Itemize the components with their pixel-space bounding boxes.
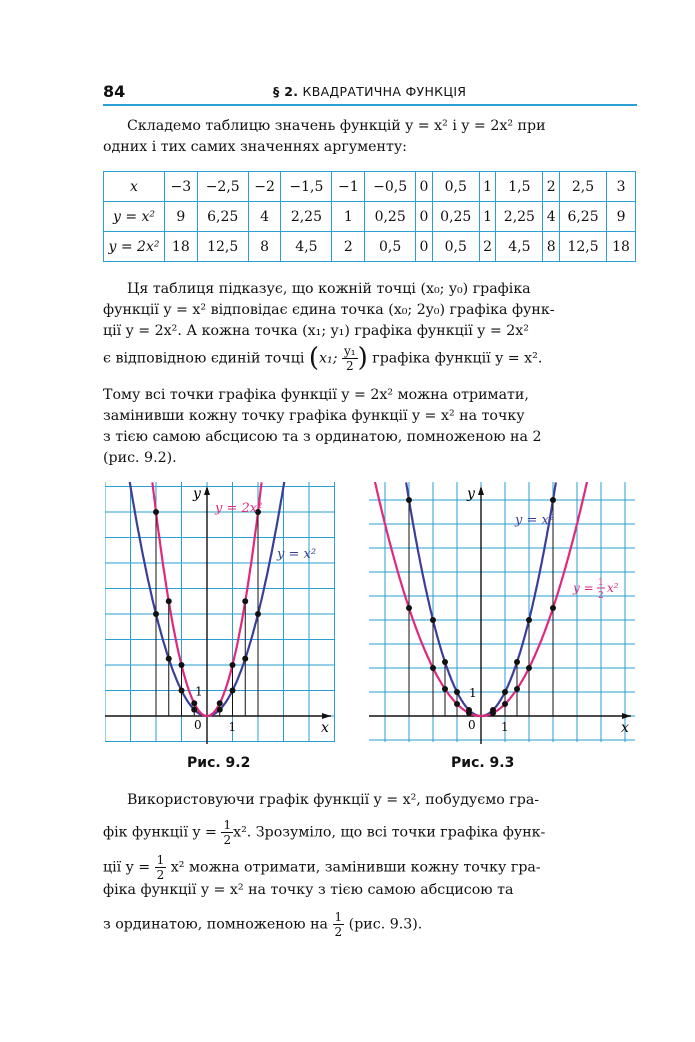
row-header: y = x² xyxy=(104,202,165,232)
row-header: y = 2x² xyxy=(104,232,165,262)
para3-line-3 xyxy=(103,853,637,882)
point-y-x2 xyxy=(406,497,412,503)
table-cell: 2 xyxy=(479,232,495,262)
point-y-x2 xyxy=(550,497,556,503)
origin-label: 0 xyxy=(194,718,202,732)
frac-den: 2 xyxy=(346,359,354,373)
frac-num: y₁ xyxy=(344,344,356,358)
table-cell: 0,25 xyxy=(432,202,479,232)
para3-line-5b: (рис. 9.3). xyxy=(348,916,423,933)
para3-line-3b: x² можна отримати, замінивши кожну точку гра- xyxy=(170,859,541,876)
label-y-x2: y = x² xyxy=(515,513,555,528)
table-cell: 6,25 xyxy=(197,202,248,232)
para2-line-3: ції y = 2x². А кожна точка (x₁; y₁) графіка функції y = 2x² xyxy=(103,323,529,339)
frac-num: 1 xyxy=(156,853,165,867)
page-header xyxy=(103,78,637,106)
table-cell: 2,25 xyxy=(496,202,543,232)
table-cell: 3 xyxy=(607,172,636,202)
point-y-2x2 xyxy=(217,700,223,706)
section-title xyxy=(273,84,466,99)
para2-line-4a: є відповідною єдиній точці xyxy=(103,350,305,367)
point-y-x2 xyxy=(191,707,197,713)
table-cell: 2,25 xyxy=(281,202,332,232)
label-y-2x2: y = 2x² xyxy=(215,501,263,516)
x-axis-arrow xyxy=(322,713,331,719)
para2-line-5: Тому всі точки графіка функції y = 2x² можна отримати, xyxy=(103,387,529,403)
caption-9-3: Рис. 9.3 xyxy=(451,755,515,771)
point-y-2x2 xyxy=(230,662,236,668)
intro-line-2: одних і тих самих значеннях аргументу: xyxy=(103,139,407,155)
table-cell: 9 xyxy=(165,202,198,232)
para3-line-5a: з ординатою, помноженою на xyxy=(103,916,328,933)
frac-num: 1 xyxy=(334,910,343,924)
point-y-half-x2 xyxy=(466,710,472,716)
x-unit-label: 1 xyxy=(228,720,237,734)
para3-line-5 xyxy=(103,910,637,939)
figure-9-2 xyxy=(105,482,335,744)
table-cell: 0 xyxy=(416,202,432,232)
point-x1: x₁; xyxy=(319,350,338,367)
label-y-half-x2-pre: y = xyxy=(573,581,594,595)
point-y-half-x2 xyxy=(490,710,496,716)
para3-line-2a: фік функції y = xyxy=(103,824,217,841)
table-cell: 0,5 xyxy=(432,232,479,262)
section-prefix: § 2. xyxy=(273,84,299,99)
page-number: 84 xyxy=(103,82,126,101)
point-y-x2 xyxy=(514,659,520,665)
table-cell: 6,25 xyxy=(559,202,606,232)
frac-num: 1 xyxy=(223,818,232,832)
para3-line-3a: ції y = xyxy=(103,859,151,876)
frac-den: 2 xyxy=(334,925,343,939)
table-cell: 4,5 xyxy=(496,232,543,262)
para2-line-7: з тією самою абсцисою та з ординатою, помноженою на 2 xyxy=(103,429,542,445)
y-unit-label: 1 xyxy=(195,684,203,699)
point-y-half-x2 xyxy=(406,605,412,611)
table-cell: 1 xyxy=(332,202,365,232)
point-y-x2 xyxy=(526,617,532,623)
table-cell: 4,5 xyxy=(281,232,332,262)
table-cell: 18 xyxy=(165,232,198,262)
table-row-y1 xyxy=(104,202,636,232)
table-cell: 1 xyxy=(479,202,495,232)
table-cell: 4 xyxy=(543,202,559,232)
para3-line-4: фіка функції y = x² на точку з тією самою абсцисою та xyxy=(103,882,514,898)
table-cell: −3 xyxy=(165,172,198,202)
x-unit-label: 1 xyxy=(501,720,509,734)
values-table xyxy=(103,171,636,262)
table-cell: 4 xyxy=(248,202,281,232)
y-unit-label: 1 xyxy=(469,686,477,700)
table-cell: 8 xyxy=(248,232,281,262)
table-cell: −2 xyxy=(248,172,281,202)
row-header: x xyxy=(104,172,165,202)
table-cell: 0 xyxy=(416,172,432,202)
para2-line-2: функції y = x² відповідає єдина точка (x₀; 2y₀) графіка функ- xyxy=(103,302,555,318)
label-y-x2: y = x² xyxy=(277,547,317,562)
point-y-x2 xyxy=(454,689,460,695)
origin-label: 0 xyxy=(468,718,476,732)
label-frac-num: 1 xyxy=(598,578,604,588)
point-y-x2 xyxy=(442,659,448,665)
x-axis-label: x xyxy=(621,720,629,736)
y-axis-arrow xyxy=(478,486,484,495)
point-y-2x2 xyxy=(242,598,248,604)
frac-den: 2 xyxy=(156,868,165,882)
table-row-x xyxy=(104,172,636,202)
table-cell: 0,25 xyxy=(365,202,416,232)
y-axis-label: y xyxy=(193,486,201,502)
table-cell: 0,5 xyxy=(432,172,479,202)
point-y-half-x2 xyxy=(526,665,532,671)
point-y-2x2 xyxy=(191,700,197,706)
point-y-x2 xyxy=(430,617,436,623)
point-y-half-x2 xyxy=(430,665,436,671)
point-y-x2 xyxy=(153,611,159,617)
table-cell: −2,5 xyxy=(197,172,248,202)
point-y-half-x2 xyxy=(442,686,448,692)
para3-line-2b: x². Зрозуміло, що всі точки графіка функ- xyxy=(233,824,546,841)
para3-line-1: Використовуючи графік функції y = x², побудуємо гра- xyxy=(127,792,540,808)
table-cell: 1 xyxy=(479,172,495,202)
table-cell: 1,5 xyxy=(496,172,543,202)
y-axis-label: y xyxy=(467,486,475,502)
point-y-x2 xyxy=(179,688,185,694)
table-cell: 0,5 xyxy=(365,232,416,262)
table-cell: 12,5 xyxy=(559,232,606,262)
point-y-half-x2 xyxy=(454,701,460,707)
point-y-x2 xyxy=(230,688,236,694)
point-y-half-x2 xyxy=(502,701,508,707)
x-axis-arrow xyxy=(622,713,631,719)
y-axis-arrow xyxy=(204,486,210,495)
para2-line-4: є відповідною єдиній точці (x₁; $\frac{\text{y₁}}{2}$ ) графіка функції y = x². xyxy=(103,343,543,373)
table-cell: 2,5 xyxy=(559,172,606,202)
point-y-2x2 xyxy=(153,509,159,515)
table-cell: 2 xyxy=(332,232,365,262)
point-y-x2 xyxy=(502,689,508,695)
point-y-half-x2 xyxy=(550,605,556,611)
point-y-x2 xyxy=(242,656,248,662)
table-cell: 8 xyxy=(543,232,559,262)
point-y-2x2 xyxy=(166,598,172,604)
table-row-y2 xyxy=(104,232,636,262)
caption-9-2: Рис. 9.2 xyxy=(187,755,251,771)
point-y-x2 xyxy=(255,611,261,617)
table-cell: 2 xyxy=(543,172,559,202)
table-cell: 0 xyxy=(416,232,432,262)
frac-den: 2 xyxy=(223,833,232,847)
figure-9-3 xyxy=(369,482,635,744)
para2-line-6: замінивши кожну точку графіка функції y = x² на точку xyxy=(103,408,525,424)
para2-line-8: (рис. 9.2). xyxy=(103,450,177,466)
point-y-half-x2 xyxy=(514,686,520,692)
point-y-x2 xyxy=(217,707,223,713)
point-y-2x2 xyxy=(179,662,185,668)
para3-line-2 xyxy=(103,818,637,847)
label-y-half-x2-post: x² xyxy=(607,581,619,595)
intro-line-1: Складемо таблицю значень функцій y = x² і y = 2x² при xyxy=(127,118,546,134)
table-cell: 18 xyxy=(607,232,636,262)
x-axis-label: x xyxy=(321,720,329,736)
label-frac-den: 2 xyxy=(598,591,604,601)
table-cell: −0,5 xyxy=(365,172,416,202)
table-cell: −1,5 xyxy=(281,172,332,202)
table-cell: 9 xyxy=(607,202,636,232)
table-cell: 12,5 xyxy=(197,232,248,262)
para2-line-1: Ця таблиця підказує, що кожній точці (x₀; y₀) графіка xyxy=(127,281,531,297)
para2-line-4b: графіка функції y = x². xyxy=(372,350,543,367)
table-cell: −1 xyxy=(332,172,365,202)
point-y-x2 xyxy=(166,656,172,662)
section-name: КВАДРАТИЧНА ФУНКЦІЯ xyxy=(302,84,467,99)
